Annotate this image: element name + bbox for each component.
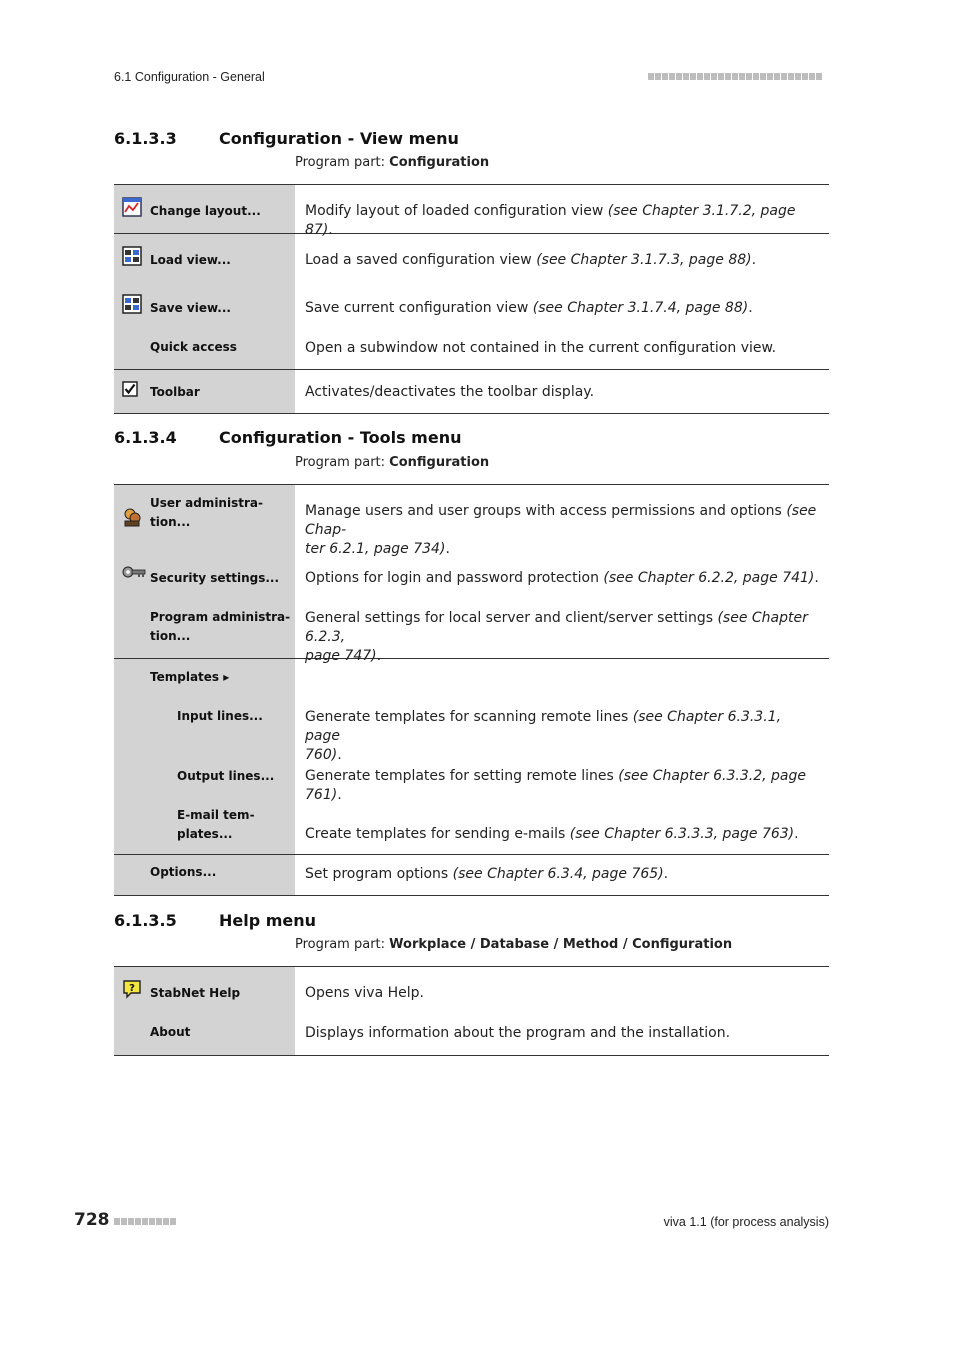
menu-item-description: Set program options (see Chapter 6.3.4, page 765). xyxy=(305,866,669,882)
submenu-item-label: Input lines... xyxy=(177,709,263,723)
table-row xyxy=(114,484,829,664)
menu-item-description: Generate templates for scanning remote lines (see Chapter 6.3.3.1, page 760). xyxy=(305,709,782,763)
menu-item-label: User administra- tion... xyxy=(150,496,263,529)
header-decoration xyxy=(648,73,822,80)
section-number: 6.1.3.5 xyxy=(114,911,177,930)
submenu-item-label: Output lines... xyxy=(177,769,275,783)
menu-item-label: Quick access xyxy=(150,340,237,354)
menu-item-description: Manage users and user groups with access permissions and options (see Chap- ter 6.2.1, page 734). xyxy=(305,503,817,557)
user-administration-icon xyxy=(122,507,142,527)
save-view-icon xyxy=(122,294,142,314)
table-row xyxy=(114,234,829,370)
table-row xyxy=(114,370,829,414)
menu-item-description: Displays information about the program and the installation. xyxy=(305,1025,731,1041)
key-icon xyxy=(122,565,146,579)
table-row xyxy=(114,184,829,238)
menu-item-label: Options... xyxy=(150,865,217,879)
menu-item-label: Templates ▸ xyxy=(150,670,230,684)
footer-decoration xyxy=(114,1218,176,1225)
tools-menu-table xyxy=(114,484,829,896)
menu-item-label: Toolbar xyxy=(150,385,200,399)
menu-item-label: Program administra- tion... xyxy=(150,610,291,643)
section-number: 6.1.3.3 xyxy=(114,129,177,148)
program-part: Program part: Workplace / Database / Method / Configuration xyxy=(295,937,733,952)
change-layout-icon xyxy=(122,197,142,217)
section-title: Configuration - View menu xyxy=(219,129,459,148)
load-view-icon xyxy=(122,246,142,266)
menu-item-description: Create templates for sending e-mails (see Chapter 6.3.3.3, page 763). xyxy=(305,826,799,842)
menu-item-description: Modify layout of loaded configuration view (see Chapter 3.1.7.2, page 87). xyxy=(305,203,796,238)
product-name: viva 1.1 (for process analysis) xyxy=(663,1215,829,1229)
help-menu-table xyxy=(114,966,829,1056)
running-header: 6.1 Configuration - General xyxy=(114,70,265,84)
menu-item-description: Options for login and password protection (see Chapter 6.2.2, page 741). xyxy=(305,570,819,586)
section-number: 6.1.3.4 xyxy=(114,428,177,447)
menu-item-label: Security settings... xyxy=(150,571,280,585)
menu-item-label: About xyxy=(150,1025,191,1039)
menu-item-label: Change layout... xyxy=(150,204,261,218)
menu-item-description: Open a subwindow not contained in the current configuration view. xyxy=(305,340,777,356)
program-part: Program part: Configuration xyxy=(295,155,490,170)
menu-item-description: Save current configuration view (see Chapter 3.1.7.4, page 88). xyxy=(305,300,753,316)
section-title: Help menu xyxy=(219,911,317,930)
submenu-item-label: E-mail tem- plates... xyxy=(177,808,255,841)
menu-item-description: Opens viva Help. xyxy=(305,985,424,1001)
help-icon xyxy=(122,979,142,999)
program-part: Program part: Configuration xyxy=(295,455,490,470)
menu-item-description: General settings for local server and client/server settings (see Chapter 6.2.3, page 747). xyxy=(305,610,808,664)
svg-text:?: ? xyxy=(129,983,135,994)
menu-item-label: Load view... xyxy=(150,253,231,267)
checkbox-checked-icon xyxy=(122,381,138,397)
table-row xyxy=(114,659,829,855)
menu-item-label: Save view... xyxy=(150,301,231,315)
section-title: Configuration - Tools menu xyxy=(219,428,462,447)
menu-item-description: Generate templates for setting remote lines (see Chapter 6.3.3.2, page 761). xyxy=(305,768,806,803)
view-menu-table xyxy=(114,184,829,414)
menu-item-description: Activates/deactivates the toolbar display. xyxy=(305,384,595,400)
table-row xyxy=(114,855,829,896)
page-number: 728 xyxy=(74,1210,110,1230)
menu-item-description: Load a saved configuration view (see Chapter 3.1.7.3, page 88). xyxy=(305,252,757,268)
menu-item-label: StabNet Help xyxy=(150,986,241,1000)
table-row xyxy=(114,966,829,1056)
